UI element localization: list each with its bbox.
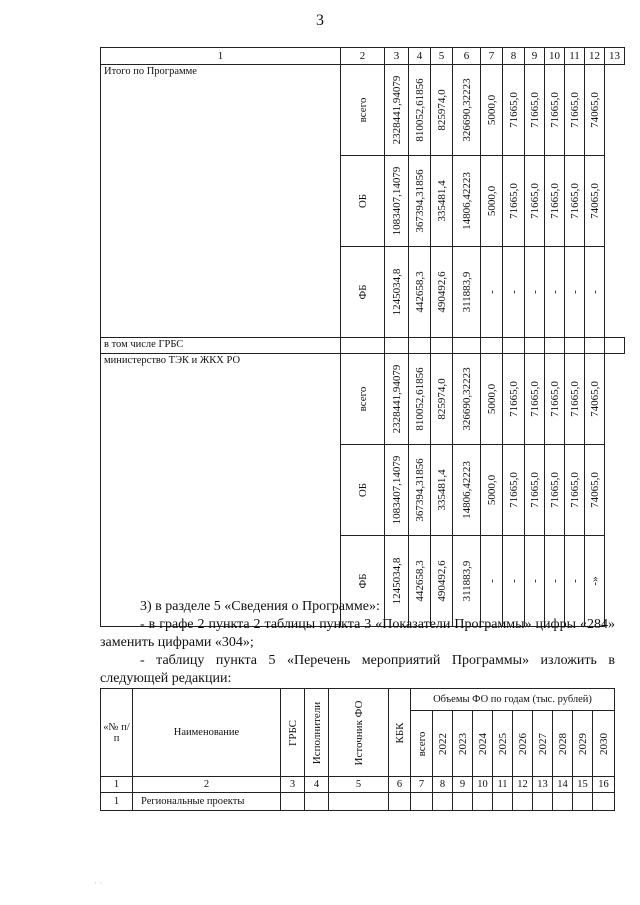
amount-cell: - — [588, 290, 601, 294]
table1-header-4: 4 — [409, 48, 431, 65]
amount-cell: 14806,42223 — [460, 172, 473, 230]
amount-cell: 5000,0 — [485, 94, 498, 126]
amount-cell: 71665,0 — [528, 381, 541, 417]
column-number: 2 — [133, 777, 281, 793]
year-header: 2023 — [456, 732, 469, 755]
section-label: Итого по Программе — [101, 65, 341, 338]
amount-cell: 335481,4 — [435, 180, 448, 222]
scan-mark: · · — [94, 878, 103, 888]
amount-cell: 71665,0 — [568, 183, 581, 219]
amount-cell: 367394,31856 — [413, 458, 426, 522]
amount-cell: - — [548, 290, 561, 294]
amount-cell: 71665,0 — [548, 472, 561, 508]
amount-cell: 1083407,14079 — [390, 166, 403, 236]
table1-header-7: 7 — [481, 48, 503, 65]
year-header: 2022 — [436, 732, 449, 755]
amount-cell: 74065,0 — [588, 183, 601, 219]
amount-cell: 14806,42223 — [460, 461, 473, 519]
amount-cell: 71665,0 — [548, 92, 561, 128]
amount-cell: - — [507, 290, 520, 294]
amount-cell: 71665,0 — [568, 381, 581, 417]
amount-cell: 71665,0 — [528, 472, 541, 508]
column-number: 11 — [493, 777, 513, 793]
amount-cell: 71665,0 — [568, 92, 581, 128]
col-source-header: Источник ФО — [352, 700, 365, 765]
amount-cell: 311883,9 — [460, 271, 473, 313]
col-no-header: «№ п/п — [101, 689, 133, 777]
amount-cell: 326690,32223 — [460, 367, 473, 431]
year-header: всего — [415, 731, 428, 756]
amount-cell: 5000,0 — [485, 474, 498, 506]
row1-no: 1 — [101, 793, 133, 811]
year-header: 2030 — [597, 732, 610, 755]
amount-cell: - — [485, 579, 498, 583]
column-number: 7 — [411, 777, 433, 793]
table1-header-5: 5 — [431, 48, 453, 65]
amount-cell: 71665,0 — [568, 472, 581, 508]
amount-cell: 71665,0 — [528, 183, 541, 219]
amount-cell: 825974,0 — [435, 89, 448, 131]
amount-cell: 367394,31856 — [413, 169, 426, 233]
amount-cell: 5000,0 — [485, 185, 498, 217]
table1-header-8: 8 — [503, 48, 525, 65]
amount-cell: 71665,0 — [507, 183, 520, 219]
paragraph-section5: 3) в разделе 5 «Сведения о Программе»: — [140, 599, 380, 614]
amount-cell: -» — [588, 576, 601, 586]
col-grbs-header: ГРБС — [286, 719, 299, 746]
column-number: 12 — [513, 777, 533, 793]
column-number: 16 — [593, 777, 615, 793]
amount-cell: 71665,0 — [507, 381, 520, 417]
table1-header-6: 6 — [453, 48, 481, 65]
column-number: 13 — [533, 777, 553, 793]
paragraph-measures: - таблицу пункта 5 «Перечень мероприятий Программы» изложить в следующей редакции: — [100, 653, 615, 686]
group-header: Объемы ФО по годам (тыс. рублей) — [411, 689, 615, 711]
amount-cell: 71665,0 — [548, 183, 561, 219]
column-number: 3 — [281, 777, 305, 793]
amount-cell: - — [528, 579, 541, 583]
section-label: в том числе ГРБС — [101, 338, 341, 354]
amount-cell: 442658,3 — [413, 271, 426, 313]
section-label: министерство ТЭК и ЖКХ РО — [101, 354, 341, 627]
amount-cell: 74065,0 — [588, 381, 601, 417]
amount-cell: 311883,9 — [460, 560, 473, 602]
measures-table — [100, 688, 615, 811]
table1-header-10: 10 — [545, 48, 565, 65]
col-kbk-header: КБК — [393, 722, 406, 743]
year-header: 2028 — [556, 732, 569, 755]
paragraph-indicators: - в графе 2 пункта 2 таблицы пункта 3 «Показатели Программы» цифры «284» заменить цифрами «304»; — [100, 617, 615, 650]
amount-cell: 71665,0 — [528, 92, 541, 128]
column-number: 4 — [305, 777, 329, 793]
column-number: 15 — [573, 777, 593, 793]
amount-cell: 71665,0 — [507, 92, 520, 128]
col-exec-header: Исполнители — [310, 701, 323, 764]
funding-type-label: ФБ — [356, 573, 369, 589]
funding-type-label: ОБ — [356, 482, 369, 498]
column-number: 9 — [453, 777, 473, 793]
amount-cell: 810052,61856 — [413, 78, 426, 142]
financing-table — [100, 47, 625, 627]
year-header: 2029 — [576, 732, 589, 755]
funding-type-label: всего — [356, 386, 369, 412]
amount-cell: 490492,6 — [435, 560, 448, 602]
column-number: 10 — [473, 777, 493, 793]
column-number: 14 — [553, 777, 573, 793]
table1-header-3: 3 — [385, 48, 409, 65]
amount-cell: 442658,3 — [413, 560, 426, 602]
funding-type-label: ФБ — [356, 284, 369, 300]
year-header: 2025 — [496, 732, 509, 755]
amount-cell: 2328441,94079 — [390, 364, 403, 434]
amount-cell: 810052,61856 — [413, 367, 426, 431]
amount-cell: - — [568, 579, 581, 583]
year-header: 2026 — [516, 732, 529, 755]
amount-cell: 490492,6 — [435, 271, 448, 313]
amount-cell: 335481,4 — [435, 469, 448, 511]
funding-type-label: ОБ — [356, 193, 369, 209]
funding-type-label: всего — [356, 97, 369, 123]
amount-cell: - — [568, 290, 581, 294]
amount-cell: 71665,0 — [507, 472, 520, 508]
column-number: 6 — [389, 777, 411, 793]
amount-cell: 825974,0 — [435, 378, 448, 420]
amount-cell: 326690,32223 — [460, 78, 473, 142]
amount-cell: 74065,0 — [588, 472, 601, 508]
year-header: 2024 — [476, 732, 489, 755]
column-number: 5 — [329, 777, 389, 793]
amount-cell: 1083407,14079 — [390, 455, 403, 525]
table1-header-13: 13 — [605, 48, 625, 65]
amount-cell: 74065,0 — [588, 92, 601, 128]
amount-cell: - — [548, 579, 561, 583]
amount-cell: - — [528, 290, 541, 294]
amount-cell: - — [507, 579, 520, 583]
year-header: 2027 — [536, 732, 549, 755]
amount-cell: 2328441,94079 — [390, 75, 403, 145]
amount-cell: 71665,0 — [548, 381, 561, 417]
amount-cell: 1245034,8 — [390, 557, 403, 605]
column-number: 8 — [433, 777, 453, 793]
col-name-header: Наименование — [133, 689, 281, 777]
table1-header-12: 12 — [585, 48, 605, 65]
amount-cell: 5000,0 — [485, 383, 498, 415]
table1-header-2: 2 — [341, 48, 385, 65]
column-number: 1 — [101, 777, 133, 793]
table1-header-1: 1 — [101, 48, 341, 65]
amount-cell: 1245034,8 — [390, 268, 403, 316]
table1-header-11: 11 — [565, 48, 585, 65]
table1-header-9: 9 — [525, 48, 545, 65]
amount-cell: - — [485, 290, 498, 294]
page-number: 3 — [316, 12, 324, 29]
row1-name: Региональные проекты — [133, 793, 281, 811]
